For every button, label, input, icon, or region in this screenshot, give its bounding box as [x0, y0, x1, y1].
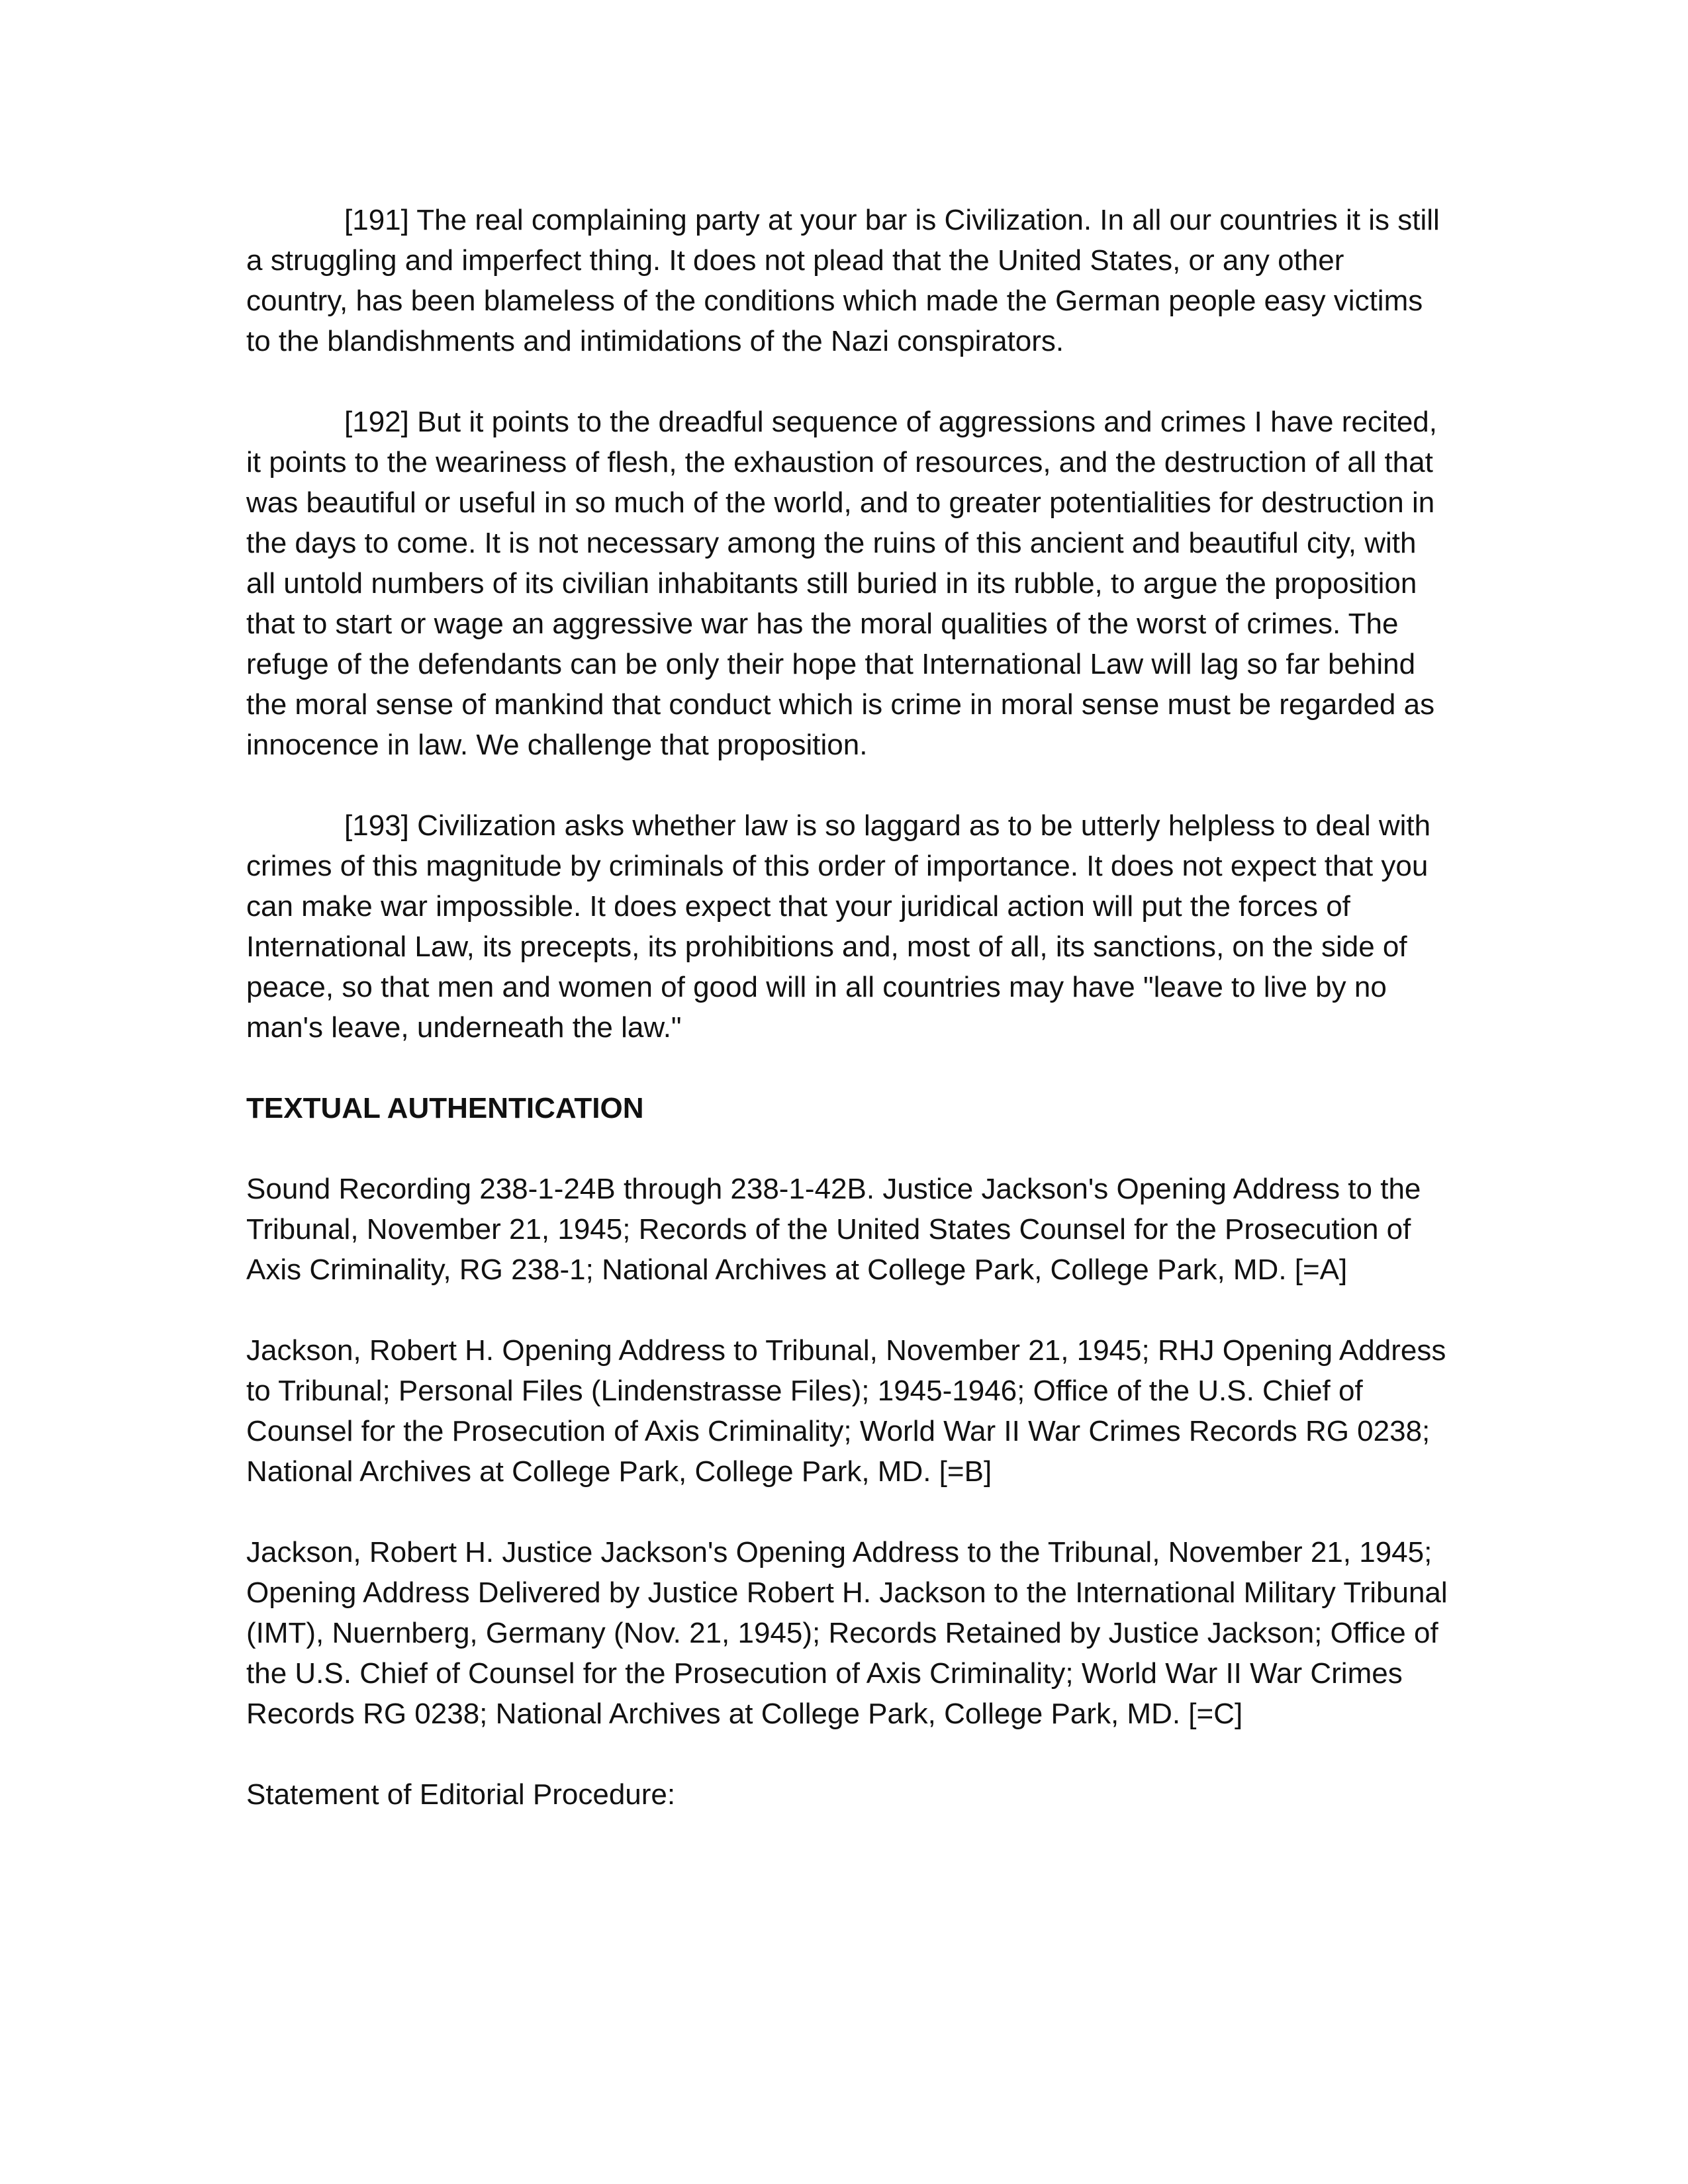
- source-citation-a: Sound Recording 238-1-24B through 238-1-42B. Justice Jackson's Opening Address to the Tribunal, November 21, 1945; Records of the United States Counsel for the Prosecution of Axis Criminality, RG 238-1; National Archives at College Park, College Park, MD. [=A]: [246, 1173, 1421, 1286]
- document-page: [246, 200, 1451, 1815]
- paragraph-193: [193] Civilization asks whether law is so laggard as to be utterly helpless to deal with crimes of this magnitude by criminals of this order of importance. It does not expect that you can make war impossible. It does expect that your juridical action will put the forces of International Law, its precepts, its prohibitions and, most of all, its sanctions, on the side of peace, so that men and women of good will in all countries may have "leave to live by no man's leave, underneath the law.": [246, 809, 1431, 1044]
- section-heading: TEXTUAL AUTHENTICATION: [246, 1092, 644, 1124]
- editorial-procedure-label: Statement of Editorial Procedure:: [246, 1778, 676, 1811]
- paragraph-191: [191] The real complaining party at your bar is Civilization. In all our countries it is still a struggling and imperfect thing. It does not plead that the United States, or any other country, has been blameless of the conditions which made the German people easy victims to the blandishments and intimidations of the Nazi conspirators.: [246, 204, 1440, 357]
- source-citation-c: Jackson, Robert H. Justice Jackson's Opening Address to the Tribunal, November 21, 1945; Opening Address Delivered by Justice Robert H. Jackson to the International Military Tribunal (IMT), Nuernberg, Germany (Nov. 21, 1945); Records Retained by Justice Jackson; Office of the U.S. Chief of Counsel for the Prosecution of Axis Criminality; World War II War Crimes Records RG 0238; National Archives at College Park, College Park, MD. [=C]: [246, 1536, 1448, 1730]
- paragraph-192: [192] But it points to the dreadful sequence of aggressions and crimes I have recited, it points to the weariness of flesh, the exhaustion of resources, and the destruction of all that was beautiful or useful in so much of the world, and to greater potentialities for destruction in the days to come. It is not necessary among the ruins of this ancient and beautiful city, with all untold numbers of its civilian inhabitants still buried in its rubble, to argue the proposition that to start or wage an aggressive war has the moral qualities of the worst of crimes. The refuge of the defendants can be only their hope that International Law will lag so far behind the moral sense of mankind that conduct which is crime in moral sense must be regarded as innocence in law. We challenge that proposition.: [246, 406, 1437, 761]
- source-citation-b: Jackson, Robert H. Opening Address to Tribunal, November 21, 1945; RHJ Opening Address to Tribunal; Personal Files (Lindenstrasse Files); 1945-1946; Office of the U.S. Chief of Counsel for the Prosecution of Axis Criminality; World War II War Crimes Records RG 0238; National Archives at College Park, College Park, MD. [=B]: [246, 1334, 1446, 1488]
